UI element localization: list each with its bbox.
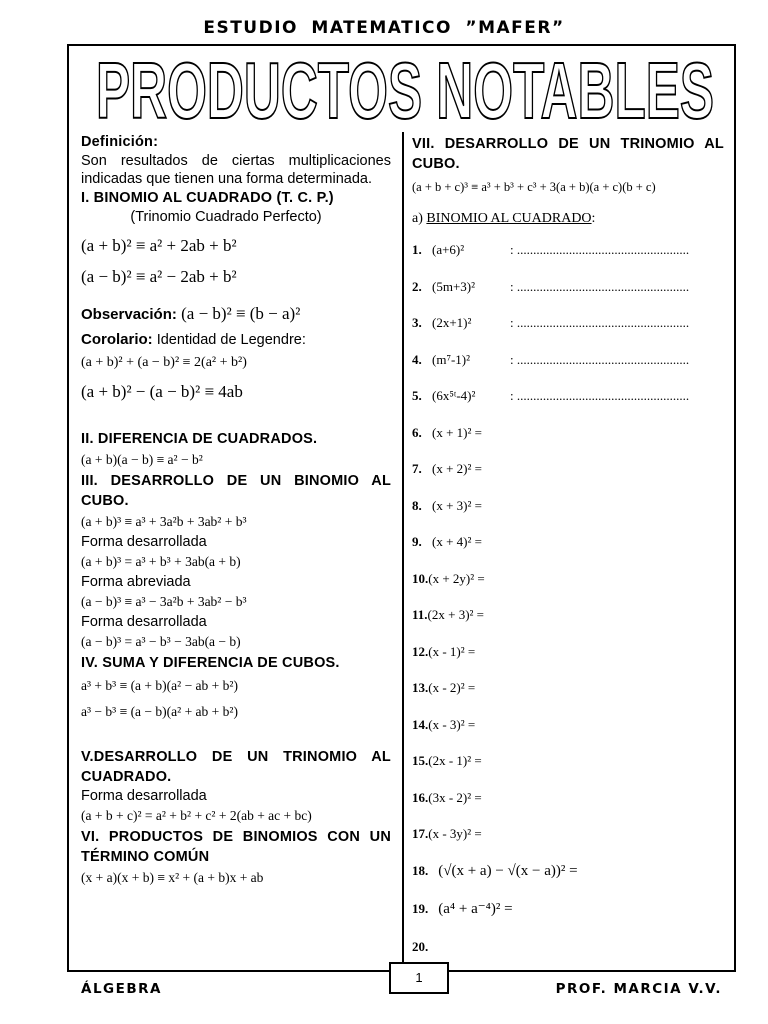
exercise-expression: (x + 2)² = — [432, 461, 482, 476]
right-column — [412, 134, 724, 975]
exercise-number: 1. — [412, 242, 422, 257]
exercise-expression: (6x⁵ᵗ-4)² — [432, 388, 476, 403]
exercise-item — [412, 459, 724, 496]
exercise-expression: (5m+3)² — [432, 278, 475, 294]
exercise-item — [412, 496, 724, 533]
binomio-cubo-formula-4: (a − b)³ = a³ − b³ − 3ab(a − b) — [81, 634, 241, 649]
exercise-item — [412, 386, 724, 423]
binomio-cubo-formula-1: (a + b)³ ≡ a³ + 3a²b + 3ab² + b³ — [81, 514, 247, 529]
exercise-subtitle-prefix: a) — [412, 211, 423, 226]
exercise-number: 11. — [412, 607, 428, 622]
exercise-item — [412, 240, 724, 277]
diferencia-cubos-formula: a³ − b³ ≡ (a − b)(a² + ab + b²) — [81, 704, 238, 719]
page-title — [93, 54, 717, 124]
left-column — [81, 132, 391, 889]
exercise-expression: (a⁴ + a⁻⁴)² = — [438, 900, 513, 917]
page-title-text: PRODUCTOS NOTABLES — [96, 54, 714, 124]
termino-comun-formula: (x + a)(x + b) ≡ x² + (a + b)x + ab — [81, 870, 264, 885]
legendre-formula-2: (a + b)² − (a − b)² ≡ 4ab — [81, 382, 243, 401]
section-1-title: I. BINOMIO AL CUADRADO (T. C. P.) — [81, 190, 334, 206]
exercise-number: 8. — [412, 497, 422, 513]
binomio-suma-formula: (a + b)² ≡ a² + 2ab + b² — [81, 236, 237, 255]
exercise-item — [412, 642, 724, 679]
exercise-subtitle-text: BINOMIO AL CUADRADO — [426, 211, 592, 226]
exercise-expression: (x + 3)² = — [432, 497, 482, 513]
exercise-item — [412, 605, 724, 642]
section-2-title: II. DIFERENCIA DE CUADRADOS. — [81, 431, 318, 447]
exercise-number: 20. — [412, 938, 429, 954]
exercise-expression: (x + 2y)² = — [428, 570, 485, 586]
exercise-number: 19. — [412, 900, 429, 916]
exercise-number: 6. — [412, 424, 422, 440]
section-4-title: IV. SUMA Y DIFERENCIA DE CUBOS. — [81, 655, 340, 671]
exercise-list — [412, 240, 724, 975]
exercise-item — [412, 824, 724, 861]
exercise-subtitle — [412, 208, 724, 230]
section-1-subtitle: (Trinomio Cuadrado Perfecto) — [130, 209, 322, 225]
exercise-number: 4. — [412, 351, 422, 367]
observation-formula: (a − b)² ≡ (b − a)² — [181, 304, 301, 323]
exercise-item — [412, 423, 724, 460]
exercise-number: 2. — [412, 278, 422, 294]
definition-title: Definición: — [81, 134, 159, 150]
exercise-number: 12. — [412, 643, 429, 659]
exercise-item — [412, 899, 724, 937]
exercise-expression: (x + 1)² = — [432, 424, 482, 440]
exercise-expression: (√(x + a) − √(x − a))² = — [438, 862, 578, 879]
exercise-expression: (x - 2)² = — [428, 680, 476, 695]
exercise-item — [412, 788, 724, 825]
answer-blank: : ..................................................... — [510, 315, 690, 330]
section-6-title: VI. PRODUCTOS DE BINOMIOS CON UN TÉRMINO COMÚN — [81, 829, 391, 865]
binomio-cubo-label-3: Forma desarrollada — [81, 614, 207, 630]
definition-text: Son resultados de ciertas multiplicaciones indicadas que tienen una forma determinada. — [81, 153, 391, 187]
exercise-number: 7. — [412, 461, 422, 476]
exercise-item — [412, 751, 724, 788]
exercise-item — [412, 313, 724, 350]
answer-blank: : ..................................................... — [510, 242, 690, 257]
exercise-expression: (3x - 2)² = — [428, 789, 482, 805]
trinomio-cuadrado-label: Forma desarrollada — [81, 788, 207, 804]
binomio-cubo-label-2: Forma abreviada — [81, 574, 191, 590]
exercise-item — [412, 678, 724, 715]
column-divider — [402, 132, 404, 972]
exercise-item — [412, 569, 724, 606]
trinomio-cubo-formula: (a + b + c)³ ≡ a³ + b³ + c³ + 3(a + b)(a + c)(b + c) — [412, 180, 656, 194]
exercise-expression: (a+6)² — [432, 242, 465, 257]
answer-blank: : ..................................................... — [510, 351, 690, 367]
exercise-expression: (2x + 3)² = — [427, 607, 485, 622]
exercise-item — [412, 277, 724, 314]
exercise-item — [412, 861, 724, 899]
footer-subject: ÁLGEBRA — [81, 981, 162, 997]
exercise-expression: (2x - 1)² = — [428, 753, 482, 768]
observation-label: Observación: — [81, 306, 177, 323]
corollary-label: Corolario: — [81, 331, 153, 348]
exercise-item — [412, 532, 724, 569]
header-title: ESTUDIO MATEMATICO ”MAFER” — [203, 18, 565, 38]
exercise-expression: (2x+1)² — [432, 315, 472, 330]
exercise-number: 3. — [412, 315, 422, 330]
exercise-number: 16. — [412, 789, 429, 805]
page-number: 1 — [389, 962, 449, 994]
exercise-item — [412, 937, 724, 975]
exercise-number: 5. — [412, 388, 422, 403]
corollary-text: Identidad de Legendre: — [156, 332, 306, 348]
answer-blank: : ..................................................... — [510, 388, 690, 403]
binomio-resta-formula: (a − b)² ≡ a² − 2ab + b² — [81, 267, 237, 286]
exercise-subtitle-suffix: : — [591, 211, 596, 226]
section-7-title: VII. DESARROLLO DE UN TRINOMIO AL CUBO. — [412, 136, 724, 172]
exercise-number: 10. — [412, 570, 429, 586]
answer-blank: : ..................................................... — [510, 278, 690, 294]
binomio-cubo-label-1: Forma desarrollada — [81, 534, 207, 550]
exercise-number: 14. — [412, 716, 429, 732]
section-3-title: III. DESARROLLO DE UN BINOMIO AL CUBO. — [81, 473, 391, 509]
exercise-expression: (x + 4)² = — [432, 534, 482, 549]
exercise-number: 15. — [412, 753, 429, 768]
legendre-formula-1: (a + b)² + (a − b)² ≡ 2(a² + b²) — [81, 355, 247, 370]
exercise-expression: (x - 3)² = — [428, 716, 476, 732]
exercise-item — [412, 715, 724, 752]
exercise-expression: (x - 1)² = — [428, 643, 476, 659]
exercise-number: 17. — [412, 826, 429, 841]
exercise-expression: (m⁷-1)² — [432, 351, 471, 367]
binomio-cubo-formula-2: (a + b)³ = a³ + b³ + 3ab(a + b) — [81, 554, 241, 569]
footer-author: PROF. MARCIA V.V. — [555, 981, 722, 997]
exercise-number: 13. — [412, 680, 429, 695]
trinomio-cuadrado-formula: (a + b + c)² = a² + b² + c² + 2(ab + ac + bc) — [81, 808, 312, 823]
exercise-number: 18. — [412, 862, 429, 878]
suma-cubos-formula: a³ + b³ ≡ (a + b)(a² − ab + b²) — [81, 678, 238, 693]
exercise-number: 9. — [412, 534, 422, 549]
binomio-cubo-formula-3: (a − b)³ ≡ a³ − 3a²b + 3ab² − b³ — [81, 594, 247, 609]
exercise-expression: (x - 3y)² = — [428, 826, 482, 841]
diferencia-cuadrados-formula: (a + b)(a − b) ≡ a² − b² — [81, 452, 203, 467]
section-5-title: V.DESARROLLO DE UN TRINOMIO AL CUADRADO. — [81, 749, 391, 785]
exercise-item — [412, 350, 724, 387]
